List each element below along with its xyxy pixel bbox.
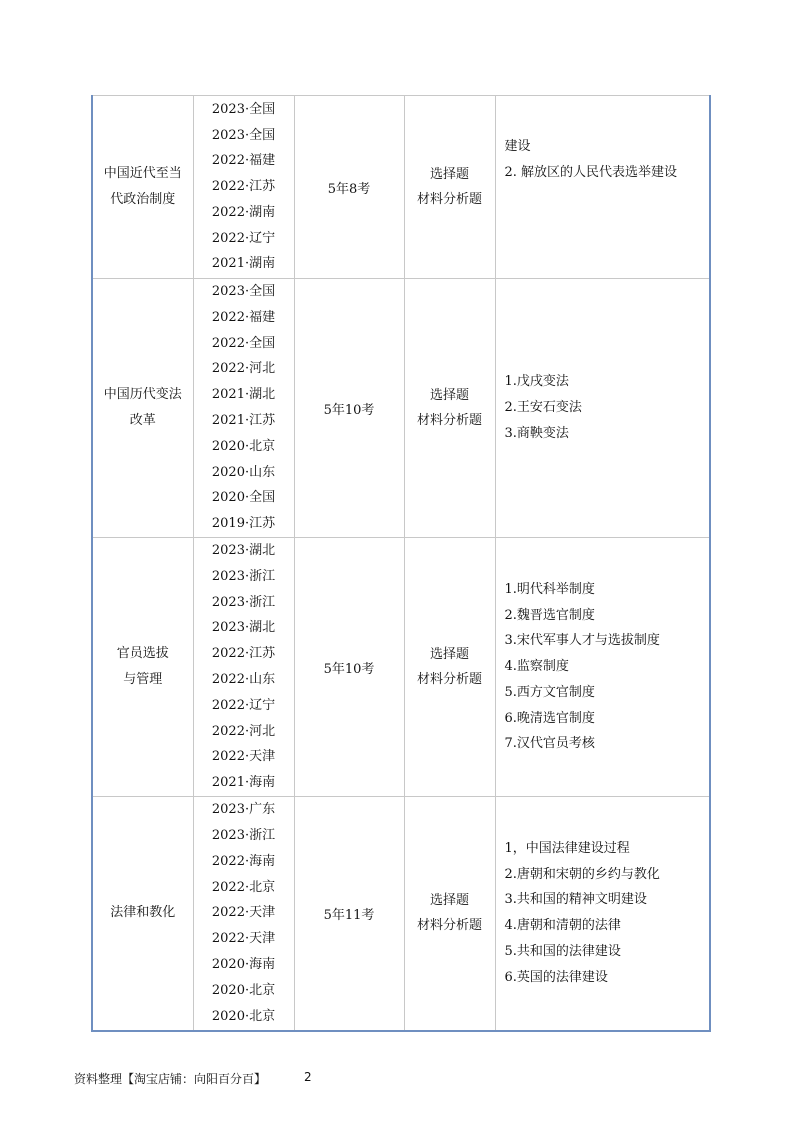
table-row <box>92 96 710 279</box>
key-point-item: 5.共和国的法律建设 <box>504 944 621 960</box>
exam-item: 2020·北京 <box>211 982 276 998</box>
exam-item: 2021·湖南 <box>211 256 276 272</box>
frequency-text: 5年10考 <box>323 402 375 418</box>
key-points-cell <box>495 797 710 1031</box>
topic-text: 法律和教化 <box>110 905 176 921</box>
key-points-cell <box>495 279 710 538</box>
table-row <box>92 279 710 538</box>
exam-item: 2022·辽宁 <box>211 230 276 246</box>
exam-item: 2022·福建 <box>211 309 276 325</box>
topic-table <box>91 95 711 1032</box>
exam-item: 2020·海南 <box>211 956 276 972</box>
key-point-item: 6.晚清选官制度 <box>504 710 595 726</box>
key-point-item: 1，中国法律建设过程 <box>504 840 630 856</box>
topic-text: 改革 <box>129 413 156 428</box>
exam-item: 2021·江苏 <box>211 413 276 428</box>
topic-cell <box>92 279 193 538</box>
exam-list-cell <box>193 797 294 1031</box>
exam-item: 2022·全国 <box>211 335 276 351</box>
key-point-item: 3.商鞅变法 <box>504 425 569 441</box>
exam-item: 2022·河北 <box>211 723 276 739</box>
question-type: 材料分析题 <box>416 672 482 687</box>
frequency-text: 5年11考 <box>323 907 375 923</box>
exam-item: 2022·江苏 <box>211 646 276 662</box>
topic-table-body <box>92 96 710 1031</box>
exam-item: 2021·湖北 <box>211 387 276 403</box>
key-point-item: 4.监察制度 <box>504 659 569 675</box>
question-type-cell <box>404 538 495 797</box>
question-type: 材料分析题 <box>416 918 482 934</box>
key-point-item: 2.唐朝和宋朝的乡约与教化 <box>504 866 660 882</box>
exam-list-cell <box>193 538 294 797</box>
exam-item: 2022·天津 <box>211 905 276 921</box>
key-point-item: 2.魏晋选官制度 <box>504 607 595 623</box>
question-type-cell <box>404 96 495 279</box>
topic-text: 官员选拔 <box>116 646 169 661</box>
exam-item: 2023·湖北 <box>211 543 276 559</box>
footer-source: 资料整理【淘宝店铺：向阳百分百】 <box>74 1072 267 1086</box>
exam-item: 2022·河北 <box>211 361 276 377</box>
frequency-cell <box>294 96 404 279</box>
question-type: 选择题 <box>429 893 469 909</box>
topic-text: 代政治制度 <box>110 192 176 207</box>
key-points-cell <box>495 96 710 279</box>
topic-cell <box>92 96 193 279</box>
exam-item: 2021·海南 <box>211 775 276 791</box>
exam-item: 2023·全国 <box>211 284 276 300</box>
exam-item: 2023·全国 <box>211 101 276 117</box>
exam-item: 2023·湖北 <box>211 620 276 636</box>
key-point-item: 1.戊戌变法 <box>504 374 569 390</box>
key-point-item: 建设 <box>504 139 531 154</box>
exam-list-cell <box>193 96 294 279</box>
key-point-item: 1.明代科举制度 <box>504 581 595 597</box>
key-point-item: 4.唐朝和清朝的法律 <box>504 918 621 934</box>
exam-item: 2022·天津 <box>211 749 276 765</box>
page-number: 2 <box>304 1070 312 1084</box>
topic-text: 中国历代变法 <box>103 387 182 402</box>
exam-item: 2020·北京 <box>211 1008 276 1024</box>
question-type: 选择题 <box>429 388 469 403</box>
frequency-text: 5年8考 <box>327 181 371 197</box>
key-points-cell <box>495 538 710 797</box>
exam-item: 2022·山东 <box>211 672 276 687</box>
key-point-item: 2. 解放区的人民代表选举建设 <box>504 164 678 180</box>
table-row <box>92 797 710 1031</box>
exam-item: 2022·海南 <box>211 853 276 869</box>
exam-item: 2022·湖南 <box>211 204 276 220</box>
exam-item: 2022·江苏 <box>211 179 276 195</box>
question-type-cell <box>404 279 495 538</box>
question-type: 选择题 <box>429 647 469 662</box>
frequency-cell <box>294 279 404 538</box>
question-type: 选择题 <box>429 167 469 182</box>
exam-item: 2022·北京 <box>211 879 276 895</box>
frequency-cell <box>294 538 404 797</box>
exam-item: 2022·辽宁 <box>211 697 276 713</box>
exam-item: 2023·全国 <box>211 127 276 143</box>
frequency-text: 5年10考 <box>323 661 375 677</box>
table-row <box>92 538 710 797</box>
topic-text: 中国近代至当 <box>103 166 182 181</box>
exam-item: 2020·全国 <box>211 490 276 506</box>
question-type-cell <box>404 797 495 1031</box>
exam-item: 2023·广东 <box>211 802 276 818</box>
exam-item: 2023·浙江 <box>211 568 276 584</box>
key-point-item: 5.西方文官制度 <box>504 684 595 700</box>
topic-cell <box>92 538 193 797</box>
question-type: 材料分析题 <box>416 192 482 207</box>
exam-item: 2022·天津 <box>211 931 276 947</box>
exam-item: 2023·浙江 <box>211 827 276 843</box>
topic-table-wrapper <box>91 95 709 1032</box>
question-type: 材料分析题 <box>416 413 482 428</box>
key-point-item: 7.汉代官员考核 <box>504 736 595 752</box>
exam-item: 2020·北京 <box>211 438 276 454</box>
exam-item: 2019·江苏 <box>211 516 276 532</box>
exam-item: 2022·福建 <box>211 153 276 169</box>
key-point-item: 2.王安石变法 <box>504 400 582 416</box>
exam-list-cell <box>193 279 294 538</box>
key-point-item: 3.宋代军事人才与选拔制度 <box>504 633 660 649</box>
topic-cell <box>92 797 193 1031</box>
key-point-item: 3.共和国的精神文明建设 <box>504 892 647 908</box>
key-point-item: 6.英国的法律建设 <box>504 969 608 985</box>
exam-item: 2023·浙江 <box>211 594 276 610</box>
exam-item: 2020·山东 <box>211 464 276 480</box>
frequency-cell <box>294 797 404 1031</box>
topic-text: 与管理 <box>123 672 163 687</box>
